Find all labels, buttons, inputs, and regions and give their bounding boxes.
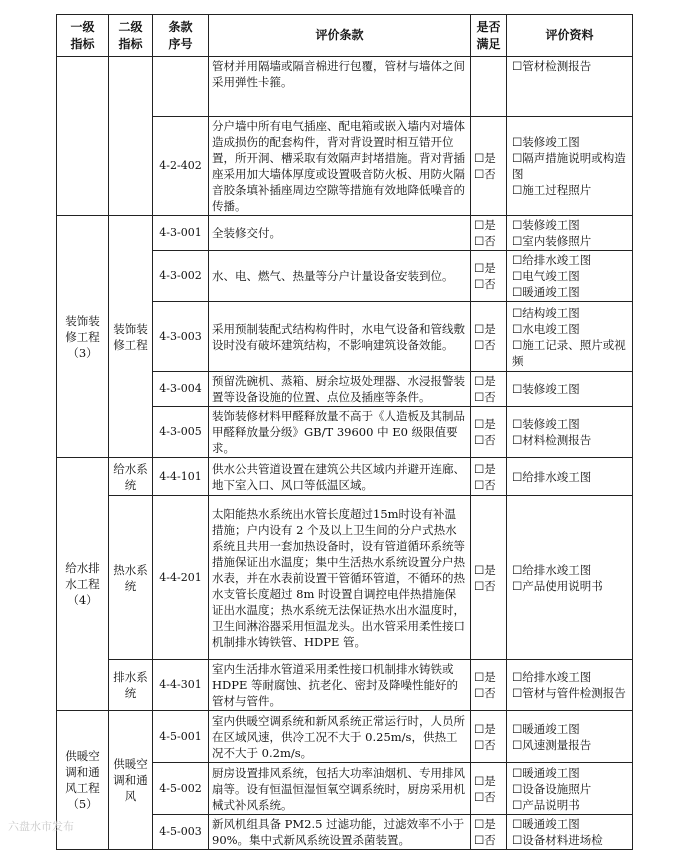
satisfied-cell	[471, 372, 507, 407]
satisfied-cell	[471, 302, 507, 372]
material-item[interactable]: ☐水电竣工图	[512, 321, 580, 336]
satisfied-cell	[471, 660, 507, 711]
clause-cell: 预留洗碗机、蒸箱、厨余垃圾处理器、水浸报警装置等设备设施的位置、点位及插座等条件。	[209, 372, 471, 407]
header-level2: 二级 指标	[109, 15, 153, 57]
yes-checkbox[interactable]: ☐是	[474, 721, 496, 736]
yes-checkbox[interactable]: ☐是	[474, 261, 496, 275]
material-item[interactable]: ☐装修竣工图	[512, 218, 580, 232]
material-cell	[507, 815, 633, 850]
clause-cell: 室内生活排水管道采用柔性接口机制排水铸铁或 HDPE 等耐腐蚀、抗老化、密封及降噪性能好的管材与管件。	[209, 660, 471, 711]
clause-cell: 厨房设置排风系统，包括大功率油烟机、专用排风扇等。设有恒温恒湿恒氧空调系统时，厨房采用机械式补风系统。	[209, 763, 471, 815]
yes-checkbox[interactable]: ☐是	[474, 374, 496, 388]
clause-cell: 太阳能热水系统出水管长度超过15m时设有补温措施；户内设有 2 个及以上卫生间的分户式热水系统且共用一套加热设备时，设有管道循环系统等措施保证出水温度；集中生活热水系统设置分户热水表，并在水表前设置干管循环管道，不循环的热水支管长度超过 8m 时设置自调控电伴热措施保证出水温度；热水系统无法保证热水出水温度时，卫生间淋浴器采用恒温龙头。出水管采用柔性接口机制排水铸铁管、HDPE 管。	[209, 496, 471, 660]
no-checkbox[interactable]: ☐否	[474, 833, 496, 847]
level2-cell: 排水系统	[109, 660, 153, 711]
header-code: 条款 序号	[153, 15, 209, 57]
evaluation-table	[56, 14, 633, 850]
clause-cell: 管材并用隔墙或隔音棉进行包覆，管材与墙体之间采用弹性卡箍。	[209, 57, 471, 117]
material-cell	[507, 372, 633, 407]
no-checkbox[interactable]: ☐否	[474, 578, 496, 593]
yes-checkbox[interactable]: ☐是	[474, 817, 496, 831]
table-row	[57, 216, 633, 251]
table-row	[57, 496, 633, 660]
satisfied-cell	[471, 57, 507, 117]
code-cell: 4-5-002	[153, 763, 209, 815]
clause-cell: 供水公共管道设置在建筑公共区域内并避开连廊、地下室入口、风口等低温区域。	[209, 458, 471, 496]
material-item[interactable]: ☐装修竣工图	[512, 417, 580, 431]
material-item[interactable]: ☐暖通竣工图	[512, 285, 580, 299]
material-cell	[507, 496, 633, 660]
material-item[interactable]: ☐装修竣工图	[512, 135, 580, 149]
material-item[interactable]: ☐管材检测报告	[512, 59, 592, 73]
watermark: 六盘水市发布	[8, 820, 74, 833]
material-item[interactable]: ☐管材与管件检测报告	[512, 686, 626, 700]
material-cell	[507, 216, 633, 251]
material-cell	[507, 711, 633, 763]
no-checkbox[interactable]: ☐否	[474, 686, 496, 700]
code-cell: 4-4-301	[153, 660, 209, 711]
level2-cell: 供暖空调和通风	[109, 711, 153, 850]
code-cell: 4-3-001	[153, 216, 209, 251]
material-cell	[507, 302, 633, 372]
material-item[interactable]: ☐材料检测报告	[512, 433, 592, 447]
code-cell: 4-5-003	[153, 815, 209, 850]
clause-cell: 采用预制装配式结构构件时，水电气设备和管线敷设时没有破坏建筑结构，不影响建筑设备效能。	[209, 302, 471, 372]
satisfied-cell	[471, 251, 507, 302]
yes-checkbox[interactable]: ☐是	[474, 670, 496, 684]
level2-cell: 给水系统	[109, 458, 153, 496]
no-checkbox[interactable]: ☐否	[474, 337, 496, 352]
yes-checkbox[interactable]: ☐是	[474, 562, 496, 577]
satisfied-cell	[471, 117, 507, 216]
clause-cell: 全装修交付。	[209, 216, 471, 251]
material-item[interactable]: ☐电气竣工图	[512, 269, 580, 283]
code-cell	[153, 57, 209, 117]
code-cell: 4-4-101	[153, 458, 209, 496]
no-checkbox[interactable]: ☐否	[474, 234, 496, 248]
level1-cell	[57, 57, 109, 216]
code-cell: 4-3-004	[153, 372, 209, 407]
level1-cell: 装饰装修工程（3）	[57, 216, 109, 458]
material-item[interactable]: ☐给排水竣工图	[512, 670, 592, 684]
yes-checkbox[interactable]: ☐是	[474, 321, 496, 336]
header-material: 评价资料	[507, 15, 633, 57]
clause-cell: 装饰装修材料甲醛释放量不高于《人造板及其制品甲醛释放量分级》GB/T 39600 中 E0 级限值要求。	[209, 407, 471, 458]
material-item[interactable]: ☐暖通竣工图	[512, 721, 580, 736]
material-item[interactable]: ☐施工记录、照片或视频	[512, 337, 626, 368]
clause-cell: 室内供暖空调系统和新风系统正常运行时，人员所在区域风速，供冷工况不大于 0.25m/s，供热工况不大于 0.2m/s。	[209, 711, 471, 763]
level2-cell: 热水系统	[109, 496, 153, 660]
material-item[interactable]: ☐风速测量报告	[512, 737, 592, 752]
level1-cell: 供暖空调和通风工程（5）	[57, 711, 109, 850]
level2-cell: 装饰装修工程	[109, 216, 153, 458]
no-checkbox[interactable]: ☐否	[474, 737, 496, 752]
clause-cell: 水、电、燃气、热量等分户计量设备安装到位。	[209, 251, 471, 302]
satisfied-cell	[471, 407, 507, 458]
material-item[interactable]: ☐给排水竣工图	[512, 253, 592, 267]
level1-cell: 给水排水工程（4）	[57, 458, 109, 711]
material-item[interactable]: ☐设备材料进场检	[512, 833, 603, 847]
material-cell	[507, 458, 633, 496]
material-item[interactable]: ☐设备设施照片	[512, 781, 592, 796]
clause-cell: 分户墙中所有电气插座、配电箱或嵌入墙内对墙体造成损伤的配套构件，背对背设置时相互错开位置，所开洞、槽采取有效隔声封堵措施。背对背插座采用加大墙体厚度或设置吸音防火板、用防火隔音胶条填补插座周边空隙等措施有效地降低噪音的传播。	[209, 117, 471, 216]
code-cell: 4-5-001	[153, 711, 209, 763]
material-item[interactable]: ☐给排水竣工图	[512, 562, 592, 577]
header-satisfied: 是否 满足	[471, 15, 507, 57]
material-item[interactable]: ☐暖通竣工图	[512, 765, 580, 780]
material-item[interactable]: ☐给排水竣工图	[512, 469, 592, 484]
satisfied-cell	[471, 711, 507, 763]
material-item[interactable]: ☐装修竣工图	[512, 382, 580, 396]
yes-checkbox[interactable]: ☐是	[474, 218, 496, 232]
material-item[interactable]: ☐暖通竣工图	[512, 817, 580, 831]
satisfied-cell	[471, 496, 507, 660]
code-cell: 4-2-402	[153, 117, 209, 216]
yes-checkbox[interactable]: ☐是	[474, 417, 496, 431]
code-cell: 4-3-005	[153, 407, 209, 458]
yes-checkbox[interactable]: ☐是	[474, 151, 496, 165]
material-cell	[507, 117, 633, 216]
no-checkbox[interactable]: ☐否	[474, 277, 496, 291]
material-cell	[507, 57, 633, 117]
satisfied-cell	[471, 763, 507, 815]
table-row	[57, 660, 633, 711]
no-checkbox[interactable]: ☐否	[474, 433, 496, 447]
no-checkbox[interactable]: ☐否	[474, 789, 496, 804]
clause-cell: 新风机组具备 PM2.5 过滤功能，过滤效率不小于 90%。集中式新风系统设置杀菌装置。	[209, 815, 471, 850]
no-checkbox[interactable]: ☐否	[474, 167, 496, 181]
material-item[interactable]: ☐产品使用说明书	[512, 578, 603, 593]
no-checkbox[interactable]: ☐否	[474, 390, 496, 404]
material-cell	[507, 660, 633, 711]
no-checkbox[interactable]: ☐否	[474, 477, 496, 492]
material-cell	[507, 251, 633, 302]
material-item[interactable]: ☐结构竣工图	[512, 305, 580, 320]
satisfied-cell	[471, 815, 507, 850]
material-cell	[507, 407, 633, 458]
table-row	[57, 458, 633, 496]
yes-checkbox[interactable]: ☐是	[474, 461, 496, 476]
code-cell: 4-3-003	[153, 302, 209, 372]
table-header-row	[57, 15, 633, 57]
header-level1: 一级 指标	[57, 15, 109, 57]
code-cell: 4-3-002	[153, 251, 209, 302]
code-cell: 4-4-201	[153, 496, 209, 660]
material-item[interactable]: ☐室内装修照片	[512, 234, 592, 248]
table-row	[57, 711, 633, 763]
level2-cell	[109, 57, 153, 216]
material-item[interactable]: ☐隔声措施说明或构造图	[512, 151, 626, 181]
material-cell	[507, 763, 633, 815]
satisfied-cell	[471, 458, 507, 496]
material-item[interactable]: ☐产品说明书	[512, 797, 580, 812]
material-item[interactable]: ☐施工过程照片	[512, 183, 592, 197]
table-row	[57, 57, 633, 117]
yes-checkbox[interactable]: ☐是	[474, 773, 496, 788]
header-clause: 评价条款	[209, 15, 471, 57]
satisfied-cell	[471, 216, 507, 251]
